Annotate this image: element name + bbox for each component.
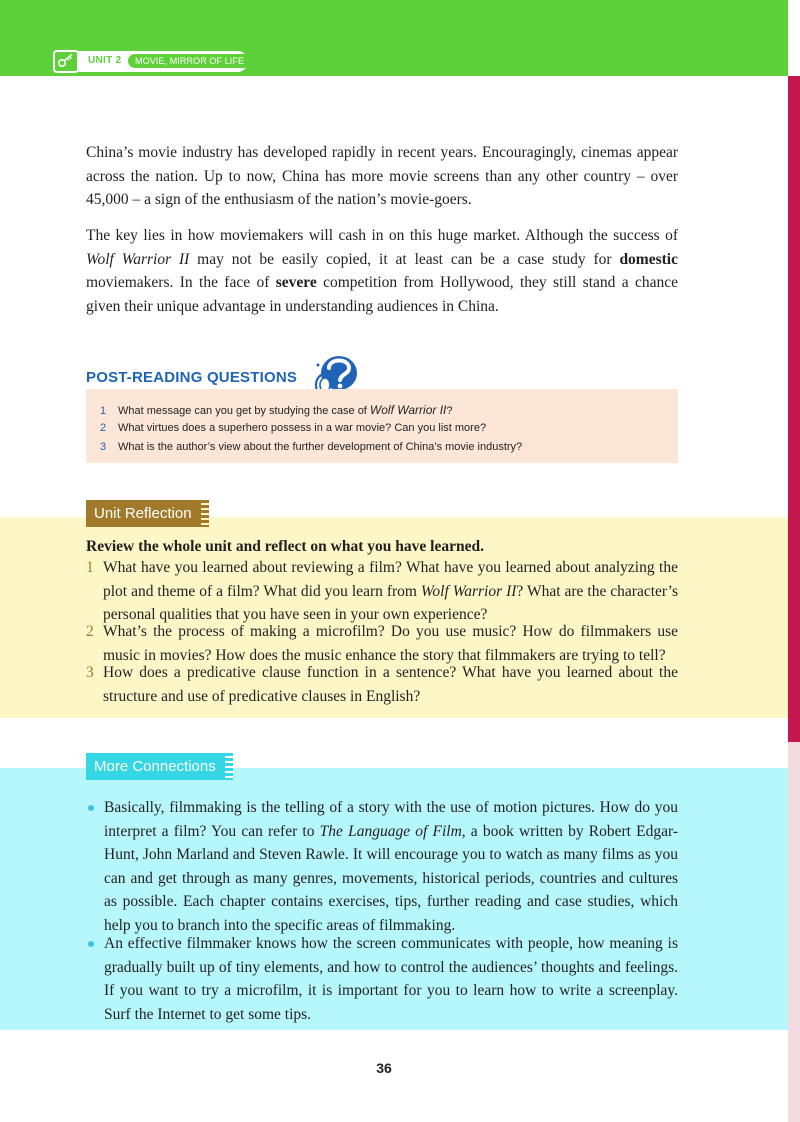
reflection-item-3: 3 How does a predicative clause function in a sentence? What have you learned about the structure and use of predicative clauses in English?: [86, 664, 678, 705]
page-side-tab: [788, 76, 800, 742]
reflection-item-2: 2 What’s the process of making a microfilm? Do you use music? How do filmmakers use music in movies? How does the music enhance the story that filmmakers are trying to tell?: [86, 623, 678, 664]
reflection-lead: Review the whole unit and reflect on what you have learned.: [86, 538, 484, 555]
more-connections-item-1: Basically, filmmaking is the telling of a story with the use of motion pictures. How do you interpret a film? You can refer to The Language of Film, a book written by Robert Edgar-Hunt, John Marland and Steven Rawle. It will encourage you to watch as many films as you can and get through as many genres, movements, historical periods, countries and cultures as possible. Each chapter contains exercises, tips, further reading and case studies, which help you to branch into the specific areas of filmmaking.: [86, 796, 678, 938]
unit-reflection-tag: Unit Reflection: [86, 500, 202, 527]
post-reading-question-3: 3 What is the author’s view about the further development of China’s movie industry?: [100, 441, 523, 453]
post-reading-question-2: 2 What virtues does a superhero possess in a war movie? Can you list more?: [100, 422, 487, 434]
intro-paragraph-1: China’s movie industry has developed rapidly in recent years. Encouragingly, cinemas appear across the nation. Up to now, China has more movie screens than any other country – over 45,000 – a sign of the enthusiasm of the nation’s movie-goers.: [86, 144, 678, 209]
more-connections-item-2: An effective filmmaker knows how the screen communicates with people, how meaning is gradually built up of tiny elements, and how to control the audiences’ thoughts and feelings. If you want to try a microfilm, it is important for you to learn how to write a screenplay. Surf the Internet to get some tips.: [86, 932, 678, 1026]
bullet-icon: [88, 805, 94, 811]
reflection-item-1: 1 What have you learned about reviewing a film? What have you learned about analyzing the plot and theme of a film? What did you learn from Wolf Warrior II? What are the character’s personal qualities that you have seen in your own experience?: [86, 559, 678, 624]
post-reading-question-1: 1 What message can you get by studying the case of Wolf Warrior II?: [100, 403, 453, 417]
page-number: 36: [376, 1060, 392, 1076]
page-side-tab-light: [788, 742, 800, 1122]
unit-label: UNIT 2: [88, 55, 122, 66]
post-reading-heading: POST-READING QUESTIONS: [86, 369, 298, 386]
unit-title: MOVIE, MIRROR OF LIFE: [128, 54, 251, 68]
more-connections-tag: More Connections: [86, 753, 226, 780]
intro-paragraph-2: The key lies in how moviemakers will cash in on this huge market. Although the success of Wolf Warrior II may not be easily copied, it at least can be a case study for domestic moviemakers. In the face of severe competition from Hollywood, they still stand a chance given their unique advantage in understanding audiences in China.: [86, 227, 678, 315]
bullet-icon: [88, 941, 94, 947]
key-icon: [53, 50, 79, 73]
